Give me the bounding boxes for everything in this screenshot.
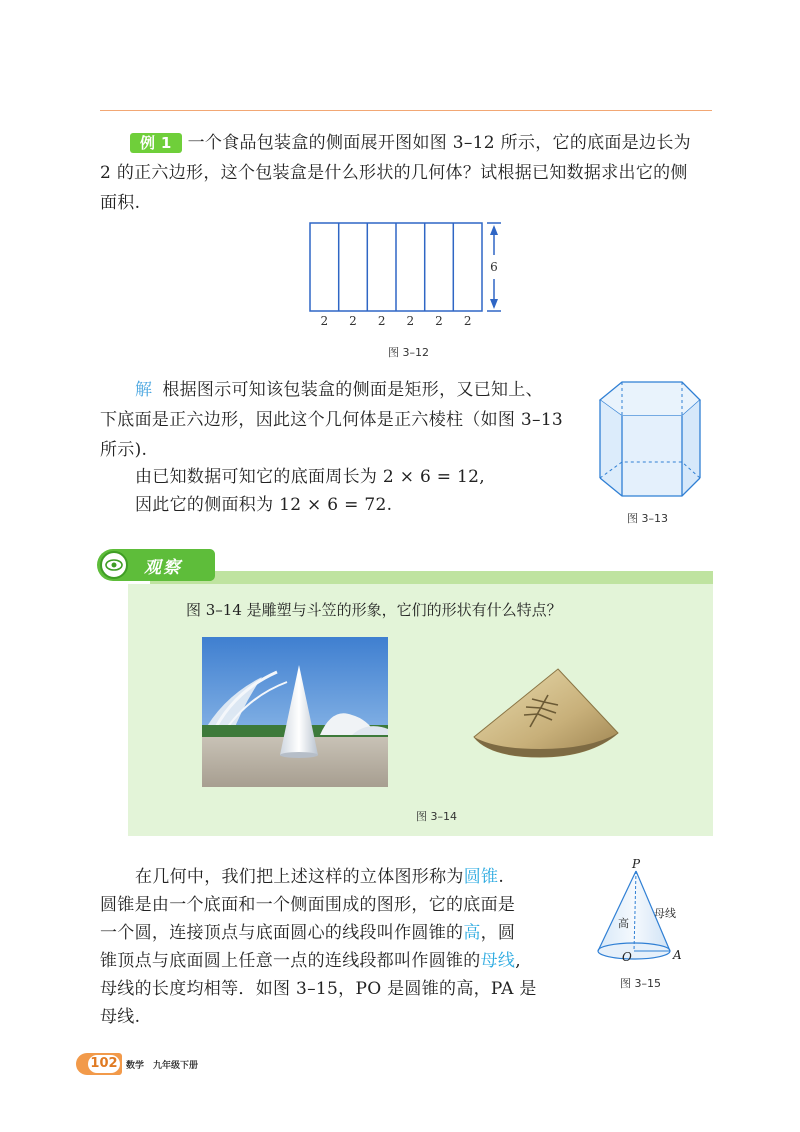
cone-definition-line [135, 862, 504, 892]
header-rule [100, 110, 712, 111]
solution-line: 下底面是正六边形，因此这个几何体是正六棱柱（如图 3–13 [100, 410, 564, 430]
figure-3-13-hexagonal-prism [596, 378, 706, 503]
text-segment: . [498, 867, 505, 887]
solution-label: 解 [135, 380, 153, 400]
text-segment: 在几何中，我们把上述这样的立体图形称为 [135, 867, 464, 887]
sculpture-photo [202, 637, 388, 787]
eye-icon [100, 551, 128, 579]
cone-definition-line: 母线. [100, 1007, 141, 1027]
figure-caption: 图 3–14 [416, 810, 457, 823]
book-title: 数学 九年级下册 [126, 1061, 199, 1071]
solution-line: 因此它的侧面积为 12 × 6 = 72. [135, 495, 393, 515]
figure-caption: 图 3–13 [627, 512, 668, 525]
text-segment: 一个圆，连接顶点与底面圆心的线段叫作圆锥的 [100, 923, 464, 943]
height-label: 6 [490, 260, 498, 274]
solution-line: 所示). [100, 440, 148, 460]
text-segment: ，圆 [480, 923, 516, 943]
example-1-text [130, 128, 730, 158]
generatrix-label: 母线 [654, 907, 676, 920]
width-label: 2 [406, 314, 415, 328]
term-height: 高 [463, 923, 481, 943]
text-segment: 锥顶点与底面圆上任意一点的连线段都叫作圆锥的 [100, 951, 481, 971]
cone-definition-line: 母线的长度均相等．如图 3–15，PO 是圆锥的高，PA 是 [100, 979, 537, 999]
cone-definition-line: 圆锥是由一个底面和一个侧面围成的图形，它的底面是 [100, 895, 516, 915]
observe-header-band [150, 571, 713, 584]
observe-title: 观察 [144, 558, 182, 578]
observe-question: 图 3–14 是雕塑与斗笠的形象，它们的形状有什么特点？ [186, 601, 562, 619]
term-generatrix: 母线 [480, 951, 516, 971]
figure-3-12 [300, 215, 520, 330]
point-p-label: P [632, 857, 641, 871]
example-badge: 例 1 [130, 133, 182, 153]
example-line: 一个食品包装盒的侧面展开图如图 3–12 所示，它的底面是边长为 [187, 133, 691, 153]
solution-line [135, 375, 543, 405]
solution-text: 根据图示可知该包装盒的侧面是矩形，又已知上、 [162, 380, 543, 400]
height-label: 高 [618, 917, 629, 930]
straw-hat-photo [470, 665, 620, 760]
figure-3-15-cone [592, 855, 702, 970]
cone-definition-line [100, 946, 521, 976]
figure-caption: 图 3–15 [620, 977, 661, 990]
width-label: 2 [463, 314, 472, 328]
text-segment: , [515, 951, 521, 971]
width-label: 2 [320, 314, 329, 328]
point-o-label: O [622, 950, 632, 964]
solution-line: 由已知数据可知它的底面周长为 2 × 6 = 12, [135, 467, 485, 487]
page-number: 102 [88, 1055, 120, 1073]
point-a-label: A [673, 948, 682, 962]
width-label: 2 [435, 314, 443, 328]
term-cone: 圆锥 [463, 867, 499, 887]
width-label: 2 [349, 314, 357, 328]
width-label: 2 [377, 314, 386, 328]
example-line: 2 的正六边形，这个包装盒是什么形状的几何体？试根据已知数据求出它的侧 [100, 163, 688, 183]
example-line: 面积. [100, 193, 141, 213]
figure-caption: 图 3–12 [388, 346, 429, 359]
cone-definition-line [100, 918, 515, 948]
